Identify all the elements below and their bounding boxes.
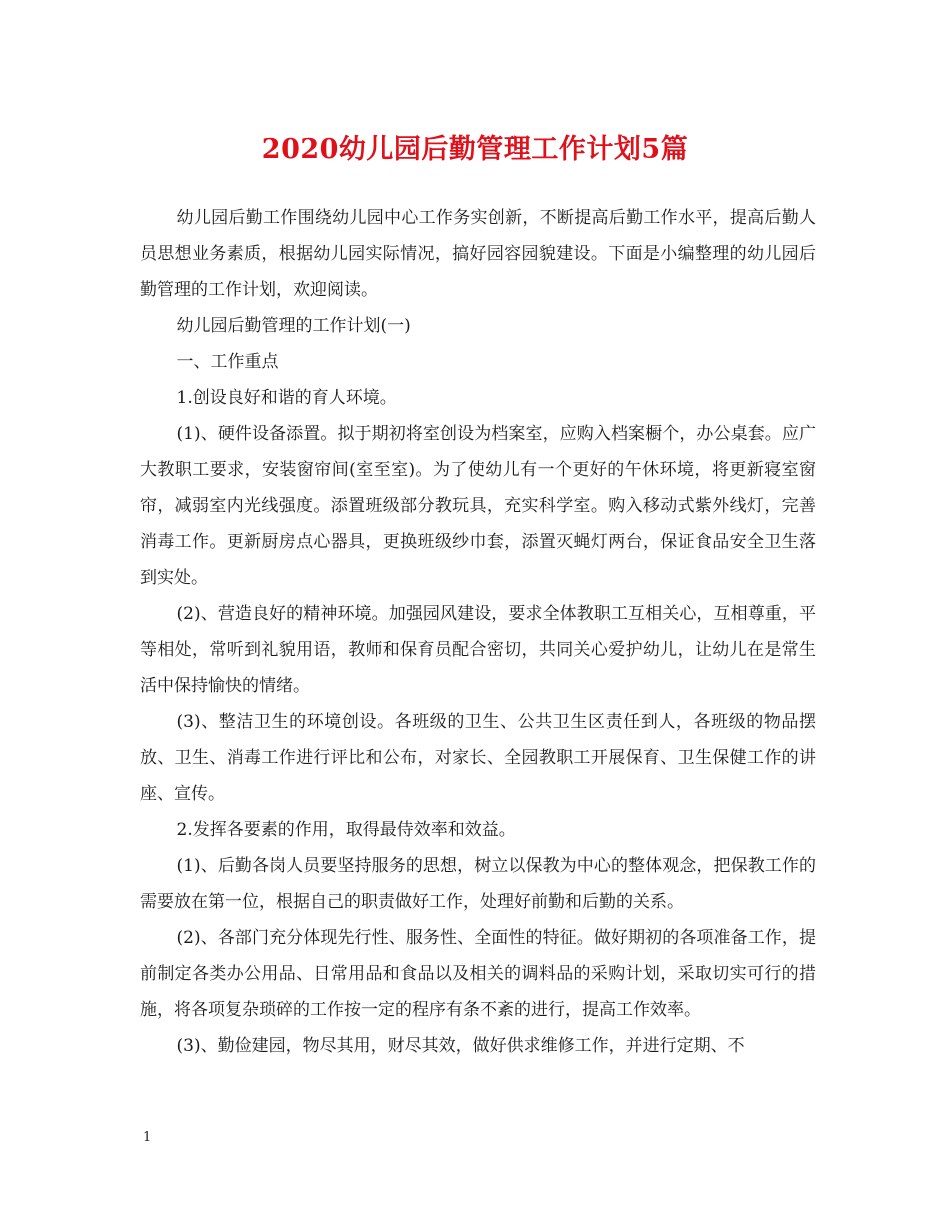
- paragraph-clean-environment: (3)、整洁卫生的环境创设。各班级的卫生、公共卫生区责任到人，各班级的物品摆放、卫生、消毒工作进行评比和公布，对家长、全园教职工开展保育、卫生保健工作的讲座、宣传。: [140, 712, 816, 804]
- subheading-environment: 1.创设良好和谐的育人环境。: [176, 388, 397, 408]
- paragraph-hardware: (1)、硬件设备添置。拟于期初将室创设为档案室，应购入档案橱个，办公桌套。应广大教职工要求，安装窗帘间(室至室)。为了使幼儿有一个更好的午休环境，将更新寝室窗帘，减弱室内光线强度。添置班级部分教玩具，充实科学室。购入移动式紫外线灯，完善消毒工作。更新厨房点心器具，更换班级纱巾套，添置灭蝇灯两台，保证食品安全卫生落到实处。: [140, 424, 816, 588]
- paragraph-intro: 幼儿园后勤工作围绕幼儿园中心工作务实创新，不断提高后勤工作水平，提高后勤人员思想业务素质，根据幼儿园实际情况，搞好园容园貌建设。下面是小编整理的幼儿园后勤管理的工作计划，欢迎阅读。: [140, 208, 816, 300]
- document-title: 2020幼儿园后勤管理工作计划5篇: [261, 134, 689, 165]
- paragraph-service-thinking: (1)、后勤各岗人员要坚持服务的思想，树立以保教为中心的整体观念，把保教工作的需要放在第一位，根据自己的职责做好工作，处理好前勤和后勤的关系。: [140, 856, 816, 912]
- paragraph-departments: (2)、各部门充分体现先行性、服务性、全面性的特征。做好期初的各项准备工作，提前制定各类办公用品、日常用品和食品以及相关的调料品的采购计划，采取切实可行的措施，将各项复杂琐碎的工作按一定的程序有条不紊的进行，提高工作效率。: [140, 928, 816, 1020]
- document-body: [140, 200, 816, 1064]
- paragraph-thrift: (3)、勤俭建园，物尽其用，财尽其效，做好供求维修工作，并进行定期、不: [176, 1036, 745, 1056]
- subheading-efficiency: 2.发挥各要素的作用，取得最侍效率和效益。: [176, 820, 516, 840]
- page-number: 1: [143, 1130, 152, 1145]
- section-title-plan-1: 幼儿园后勤管理的工作计划(一): [176, 316, 411, 336]
- paragraph-spirit-environment: (2)、营造良好的精神环境。加强园风建设，要求全体教职工互相关心，互相尊重，平等相处，常听到礼貌用语，教师和保育员配合密切，共同关心爱护幼儿，让幼儿在是常生活中保持愉快的情绪。: [140, 604, 816, 696]
- section-heading-work-focus: 一、工作重点: [176, 352, 279, 372]
